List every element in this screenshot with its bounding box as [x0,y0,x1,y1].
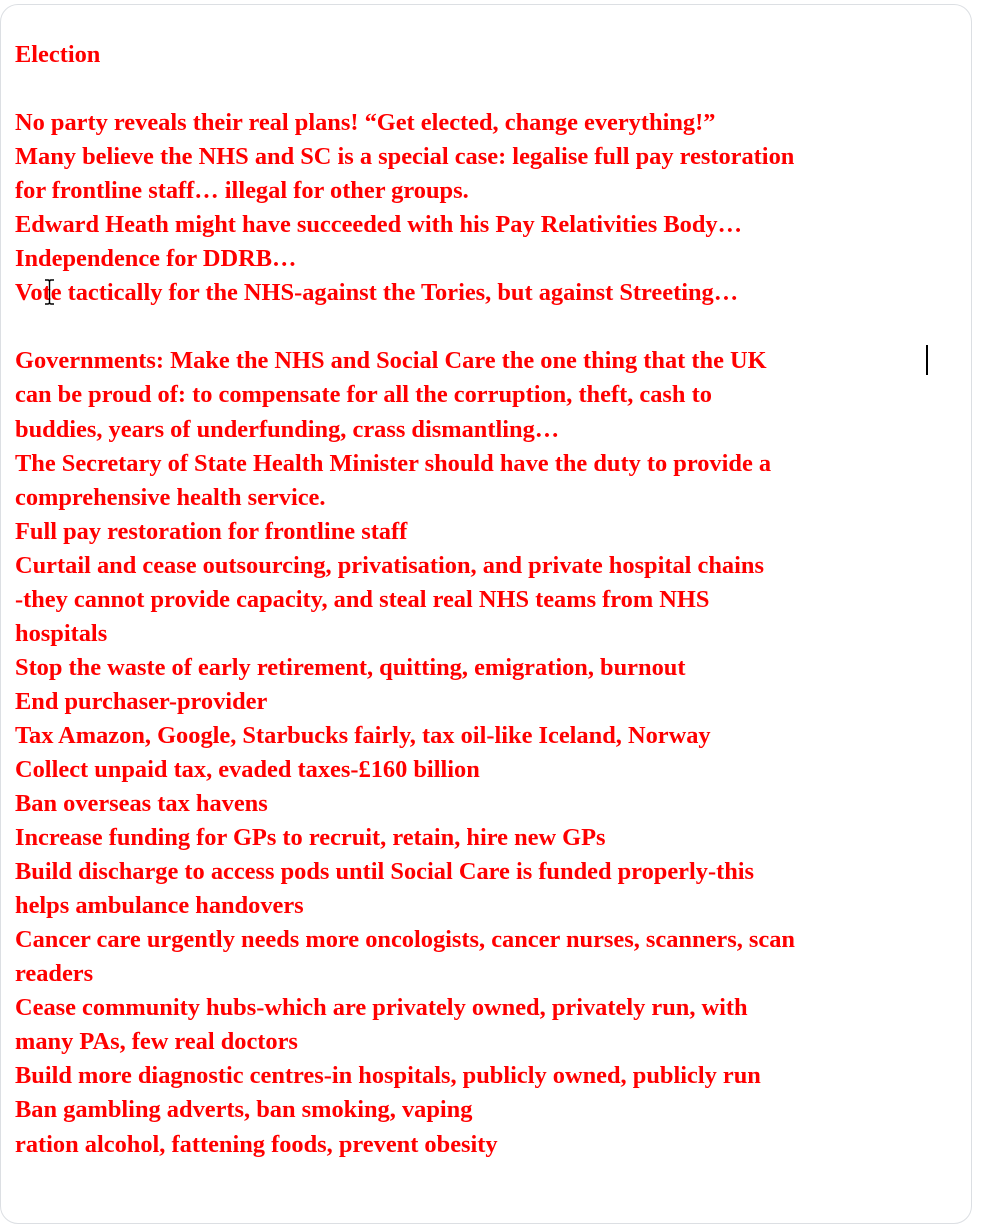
text-line: Cancer care urgently needs more oncologists, cancer nurses, scanners, scan [15,926,795,954]
text-line: Collect unpaid tax, evaded taxes-£160 billion [15,755,480,783]
text-line: The Secretary of State Health Minister should have the duty to provide a [15,449,772,477]
text-line: Cease community hubs-which are privately owned, privately run, with [15,994,748,1022]
text-line: comprehensive health service. [15,483,326,511]
document-text[interactable] [15,38,970,1162]
text-line: Tax Amazon, Google, Starbucks fairly, tax oil-like Iceland, Norway [15,721,711,749]
text-line: Full pay restoration for frontline staff [15,517,408,545]
document-title: Election [15,41,101,68]
post-image-card [0,4,972,1224]
text-line: Vote tactically for the NHS-against the Tories, but against Streeting… [15,279,739,307]
text-line: readers [15,960,94,988]
text-line: Curtail and cease outsourcing, privatisation, and private hospital chains [15,551,764,579]
text-line: Ban overseas tax havens [15,790,268,818]
text-line: No party reveals their real plans! “Get elected, change everything!” [15,109,716,137]
text-line: Governments: Make the NHS and Social Care the one thing that the UK [15,347,767,375]
text-line: buddies, years of underfunding, crass dismantling… [15,415,560,443]
text-line: can be proud of: to compensate for all the corruption, theft, cash to [15,381,712,409]
text-line: hospitals [15,619,108,647]
text-line: many PAs, few real doctors [15,1028,298,1056]
blank-line [15,310,970,344]
text-line: ration alcohol, fattening foods, prevent obesity [15,1130,498,1158]
text-line: Build discharge to access pods until Social Care is funded properly-this [15,858,755,886]
text-line: End purchaser-provider [15,687,268,715]
text-caret [926,345,928,375]
text-line: -they cannot provide capacity, and steal real NHS teams from NHS [15,585,710,613]
text-line: Many believe the NHS and SC is a special case: legalise full pay restoration [15,143,795,171]
blank-line [15,72,970,106]
text-line: Build more diagnostic centres-in hospitals, publicly owned, publicly run [15,1062,761,1090]
text-line: Increase funding for GPs to recruit, retain, hire new GPs [15,824,606,852]
text-line: Edward Heath might have succeeded with his Pay Relativities Body… [15,211,742,239]
text-line: helps ambulance handovers [15,892,304,920]
text-line: Stop the waste of early retirement, quitting, emigration, burnout [15,653,686,681]
text-line: Ban gambling adverts, ban smoking, vaping [15,1096,473,1124]
text-line: Independence for DDRB… [15,245,297,273]
text-line: for frontline staff… illegal for other groups. [15,177,469,205]
ibeam-cursor-icon [45,279,54,305]
